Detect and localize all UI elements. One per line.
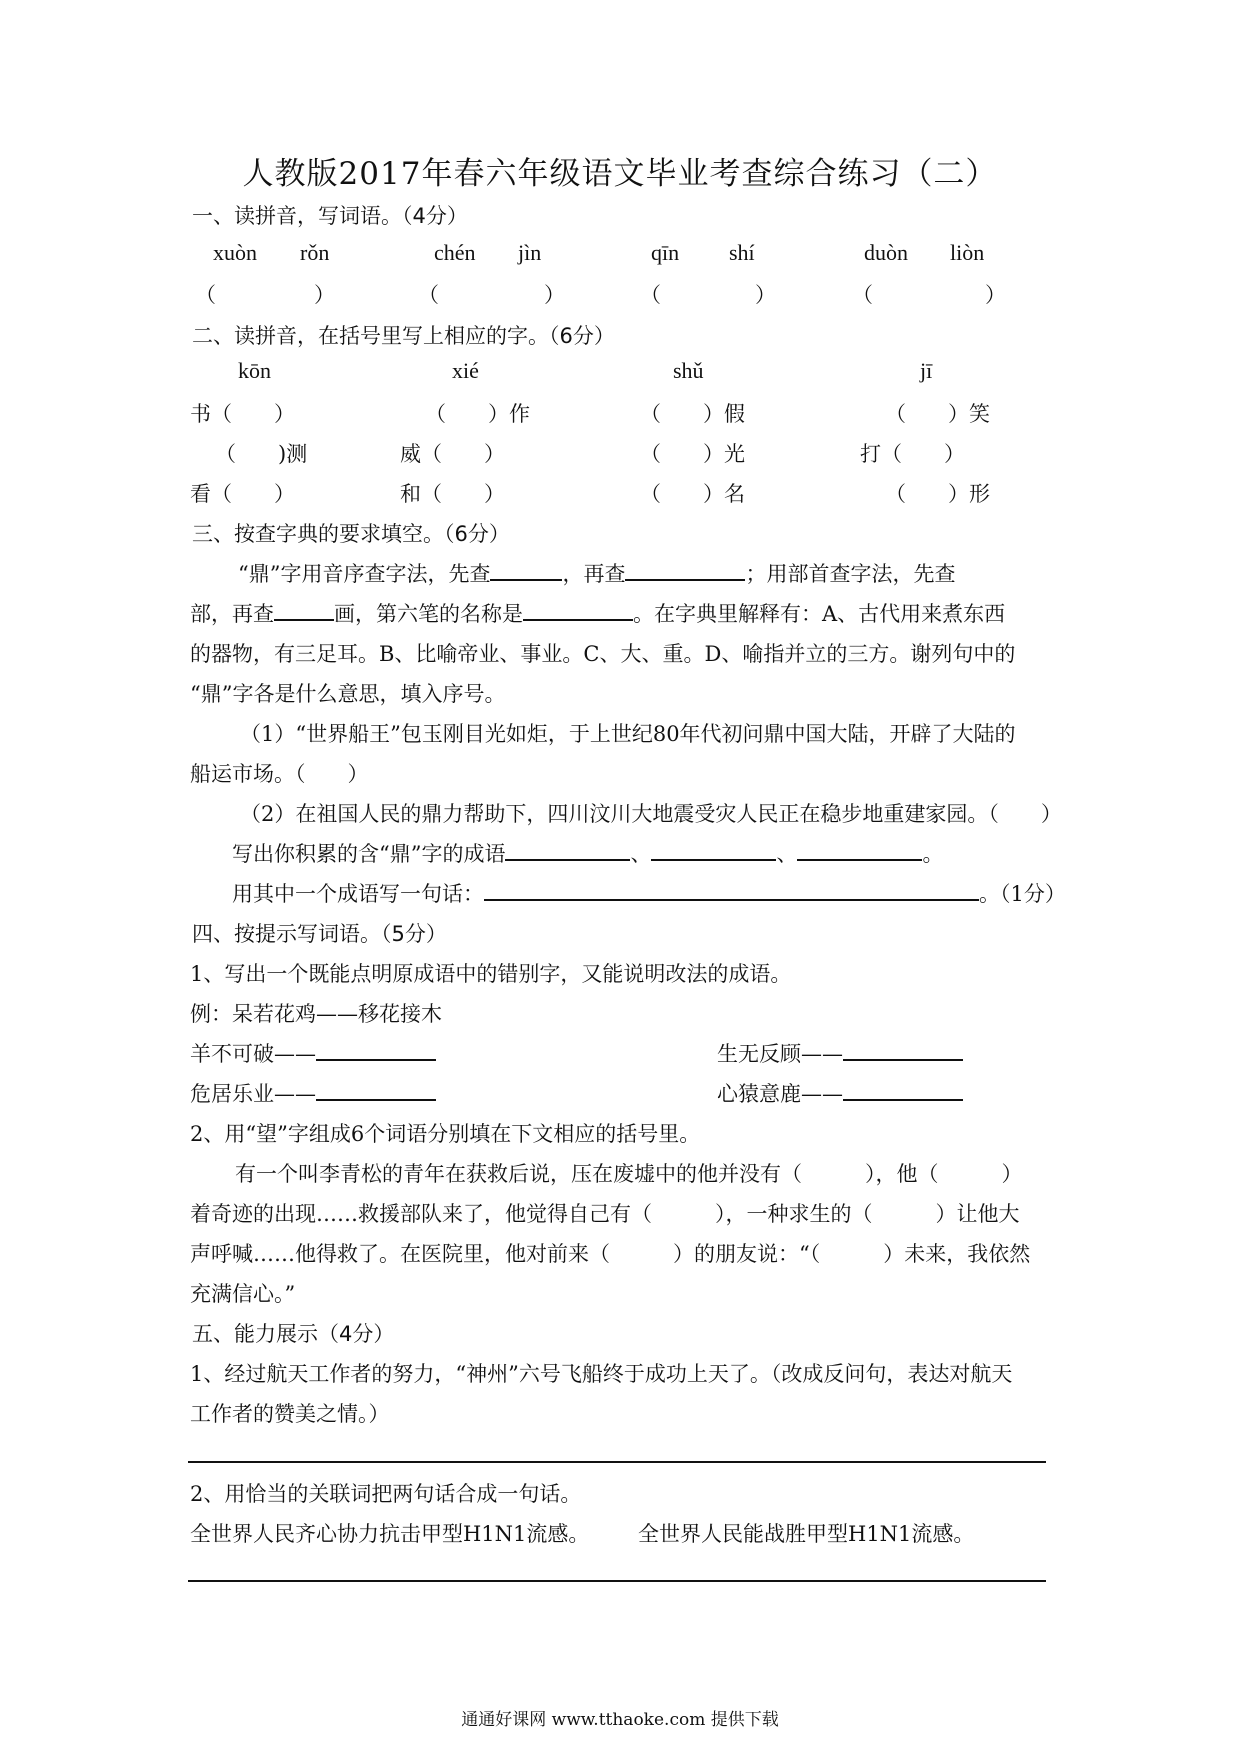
pinyin: jìn <box>518 240 542 265</box>
pinyin: shǔ <box>673 358 704 383</box>
passage-line[interactable]: 有一个叫李青松的青年在获救后说，压在废墟中的他并没有（ ），他（ ） <box>235 1162 1023 1186</box>
fill-item[interactable]: （ ）形 <box>885 482 990 506</box>
answer-paren-open[interactable]: （ <box>852 283 873 307</box>
answer-line[interactable] <box>188 1580 1046 1582</box>
blank-line[interactable] <box>843 1081 963 1101</box>
question-text: 1、写出一个既能点明原成语中的错别字，又能说明改法的成语。 <box>190 962 792 986</box>
passage-line[interactable]: 声呼喊……他得救了。在医院里，他对前来（ ）的朋友说：“（ ）未来，我依然 <box>190 1242 1031 1266</box>
answer-paren-open[interactable]: （ <box>640 283 661 307</box>
answer-paren-close[interactable]: ） <box>755 283 776 307</box>
sentence-b: 全世界人民能战胜甲型H1N1流感。 <box>638 1522 975 1546</box>
fill-item[interactable]: （ ）假 <box>640 402 745 426</box>
idiom-item: 羊不可破—— <box>190 1038 436 1068</box>
question-text: 1、经过航天工作者的努力，“神州”六号飞船终于成功上天了。（改成反问句，表达对航天 <box>190 1362 1013 1386</box>
idioms-line: 写出你积累的含“鼎”字的成语 、 、 。 <box>232 842 944 866</box>
fill-item[interactable]: （ ）作 <box>425 402 530 426</box>
idiom-item: 生无反顾—— <box>717 1038 963 1068</box>
pinyin: duòn <box>864 240 908 265</box>
pinyin: chén <box>434 240 476 265</box>
sentence-a: 全世界人民齐心协力抗击甲型H1N1流感。 <box>190 1522 590 1546</box>
answer-paren-close[interactable]: ） <box>314 283 335 307</box>
fill-item[interactable]: 威（ ） <box>400 442 505 466</box>
idiom-item: 危居乐业—— <box>190 1078 436 1108</box>
blank-line[interactable] <box>484 881 979 901</box>
idiom-item: 心猿意鹿—— <box>717 1078 963 1108</box>
blank-line[interactable] <box>274 601 334 621</box>
blank-line[interactable] <box>523 601 633 621</box>
answer-line[interactable] <box>188 1461 1046 1463</box>
answer-paren-close[interactable]: ） <box>544 283 565 307</box>
answer-paren-open[interactable]: （ <box>195 283 216 307</box>
fill-item[interactable]: （ ）名 <box>640 482 745 506</box>
blank-line[interactable] <box>490 561 562 581</box>
section-5-heading: 五、能力展示（4分） <box>192 1322 395 1346</box>
pinyin: qīn <box>651 240 680 265</box>
footer-text: 通通好课网 www.tthaoke.com 提供下载 <box>461 1710 779 1730</box>
answer-paren-close[interactable]: ） <box>985 283 1006 307</box>
paragraph-line: 部，再查 画，第六笔的名称是 。在字典里解释有：A、古代用来煮东西 <box>190 602 1006 626</box>
fill-item[interactable]: 看（ ） <box>190 482 295 506</box>
fill-item[interactable]: 打（ ） <box>860 442 965 466</box>
fill-item[interactable]: （ ）笑 <box>885 402 990 426</box>
sentence-line: 用其中一个成语写一句话： 。（1分） <box>232 882 1066 906</box>
fill-item[interactable]: 书（ ） <box>190 402 295 426</box>
pinyin: rǒn <box>300 240 330 265</box>
paragraph-line: “鼎”字各是什么意思，填入序号。 <box>190 682 506 706</box>
section-4-heading: 四、按提示写词语。（5分） <box>192 922 447 946</box>
section-1-heading: 一、读拼音，写词语。（4分） <box>192 204 468 228</box>
pinyin: shí <box>729 240 755 265</box>
fill-item[interactable]: 和（ ） <box>400 482 505 506</box>
pinyin: kōn <box>238 358 271 383</box>
blank-line[interactable] <box>651 841 776 861</box>
fill-item[interactable]: （ )测 <box>215 442 308 466</box>
question-text: 2、用“望”字组成6个词语分别填在下文相应的括号里。 <box>190 1122 701 1146</box>
fill-item[interactable]: （ ）光 <box>640 442 745 466</box>
section-3-heading: 三、按查字典的要求填空。（6分） <box>192 522 510 546</box>
paragraph-line: 的器物，有三足耳。B、比喻帝业、事业。C、大、重。D、喻指并立的三方。谢列句中的 <box>190 642 1016 666</box>
question-text: 工作者的赞美之情。） <box>190 1402 390 1426</box>
example-text: 例：呆若花鸡——移花接木 <box>190 1002 442 1026</box>
passage-line[interactable]: 着奇迹的出现……救援部队来了，他觉得自己有（ ），一种求生的（ ）让他大 <box>190 1202 1020 1226</box>
blank-line[interactable] <box>797 841 922 861</box>
pinyin: jī <box>920 358 933 383</box>
passage-line: 充满信心。” <box>190 1282 296 1306</box>
pinyin: xuòn <box>213 240 257 265</box>
question-1: （1）“世界船王”包玉刚目光如炬，于上世纪80年代初问鼎中国大陆，开辟了大陆的 <box>240 722 1016 746</box>
blank-line[interactable] <box>843 1041 963 1061</box>
blank-line[interactable] <box>316 1041 436 1061</box>
pinyin: liòn <box>950 240 985 265</box>
question-text: 2、用恰当的关联词把两句话合成一句话。 <box>190 1482 582 1506</box>
paragraph-line: “鼎”字用音序查字法，先查 ，再查 ；用部首查字法，先查 <box>238 562 956 586</box>
question-2[interactable]: （2）在祖国人民的鼎力帮助下，四川汶川大地震受灾人民正在稳步地重建家园。（ ） <box>240 802 1062 826</box>
answer-paren-open[interactable]: （ <box>418 283 439 307</box>
pinyin: xié <box>452 358 479 383</box>
blank-line[interactable] <box>625 561 745 581</box>
section-2-heading: 二、读拼音，在括号里写上相应的字。（6分） <box>192 324 615 348</box>
blank-line[interactable] <box>316 1081 436 1101</box>
blank-line[interactable] <box>505 841 630 861</box>
question-1-answer[interactable]: 船运市场。（ ） <box>190 762 369 786</box>
page-title: 人教版2017年春六年级语文毕业考查综合练习（二） <box>242 156 998 192</box>
